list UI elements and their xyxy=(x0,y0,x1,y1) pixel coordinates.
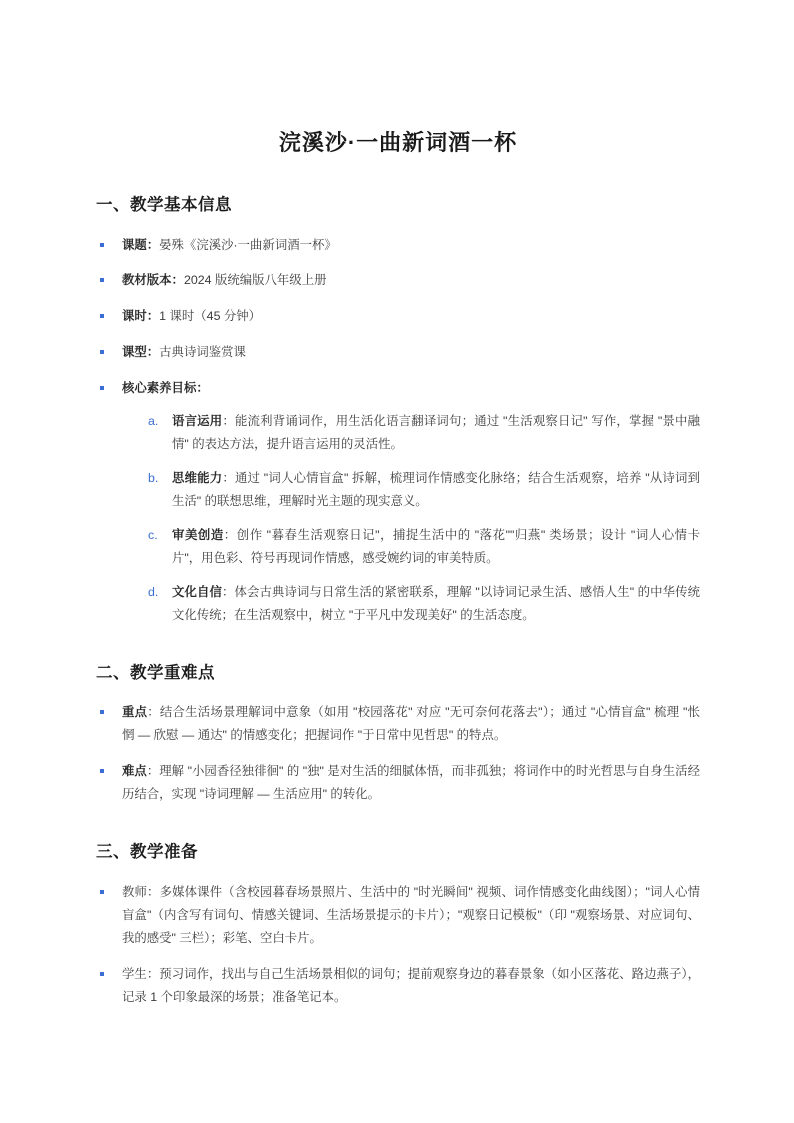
list-item xyxy=(96,760,700,806)
list-item xyxy=(146,410,700,456)
bullet-dot-icon xyxy=(100,972,104,976)
bullet-dot-icon xyxy=(100,314,104,318)
section-heading: 二、教学重难点 xyxy=(96,663,215,682)
list-marker: c. xyxy=(148,527,158,542)
core-literacy-goals-list xyxy=(146,410,700,627)
list-marker: a. xyxy=(148,414,159,429)
item-text: 多媒体课件（含校园暮春场景照片、生活中的 "时光瞬间" 视频、词作情感变化曲线图）；"词人心情盲盒"（内含写有词句、情感关键词、生活场景提示的卡片）；"观察日记模板"（印 "观察场景、对应词句、我的感受" 三栏）；彩笔、空白卡片。 xyxy=(122,884,700,945)
list-item xyxy=(96,963,700,1009)
list-item xyxy=(96,305,700,328)
item-label: 教师： xyxy=(122,884,160,899)
bullet-dot-icon xyxy=(100,243,104,247)
list-item xyxy=(96,377,700,626)
list-marker: d. xyxy=(148,584,159,599)
item-label: 难点 xyxy=(122,764,147,779)
item-text: ：理解 "小园香径独徘徊" 的 "独" 是对生活的细腻体悟，而非孤独；将词作中的时光哲思与自身生活经历结合，实现 "诗词理解 — 生活应用" 的转化。 xyxy=(122,764,700,802)
bullet-dot-icon xyxy=(100,710,104,714)
bullet-dot-icon xyxy=(100,386,104,390)
item-text: 晏殊《浣溪沙·一曲新词酒一杯》 xyxy=(159,237,337,252)
item-label: 课时： xyxy=(122,309,160,324)
item-label: 重点 xyxy=(122,705,148,720)
section-teaching-preparation xyxy=(96,840,700,1008)
core-literacy-goals-wrap xyxy=(122,410,700,627)
item-label: 思维能力 xyxy=(172,471,223,486)
item-text: ：通过 "词人心情盲盒" 拆解，梳理词作情感变化脉络；结合生活观察，培养 "从诗词到生活" 的联想思维，理解时光主题的现实意义。 xyxy=(172,471,700,509)
list-item xyxy=(96,341,700,364)
item-label: 文化自信 xyxy=(172,584,222,599)
item-label: 审美创造 xyxy=(172,527,224,542)
item-text: 2024 版统编版八年级上册 xyxy=(183,273,327,288)
list-marker: b. xyxy=(148,471,159,486)
item-label: 语言运用 xyxy=(172,414,223,429)
item-text: ：体会古典诗词与日常生活的紧密联系，理解 "以诗词记录生活、感悟人生" 的中华传统文化传统；在生活观察中，树立 "于平凡中发现美好" 的生活态度。 xyxy=(172,584,701,622)
key-points-list xyxy=(96,701,700,806)
bullet-dot-icon xyxy=(100,350,104,354)
item-text: 预习词作，找出与自己生活场景相似的词句；提前观察身边的暮春景象（如小区落花、路边燕子），记录 1 个印象最深的场景；准备笔记本。 xyxy=(122,966,700,1004)
item-text: 1 课时（45 分钟） xyxy=(159,309,262,324)
list-item xyxy=(96,881,700,950)
list-item xyxy=(96,701,700,747)
section-heading: 三、教学准备 xyxy=(96,843,198,862)
list-item xyxy=(96,234,700,257)
preparation-list xyxy=(96,881,700,1009)
item-text: 古典诗词鉴赏课 xyxy=(159,345,246,360)
bullet-dot-icon xyxy=(100,890,104,894)
section-teaching-basic-info xyxy=(96,193,700,627)
item-label: 教材版本： xyxy=(122,273,184,288)
basic-info-list xyxy=(96,234,700,627)
item-text: ：创作 "暮春生活观察日记"，捕捉生活中的 "落花""归燕" 类场景；设计 "词人心情卡片"，用色彩、符号再现词作情感，感受婉约词的审美特质。 xyxy=(172,527,701,565)
item-label: 学生： xyxy=(122,966,160,981)
section-key-difficult-points xyxy=(96,661,700,807)
item-label: 课型： xyxy=(122,345,160,360)
item-label: 核心素养目标： xyxy=(122,381,209,396)
page-title: 浣溪沙·一曲新词酒一杯 xyxy=(278,130,518,155)
bullet-dot-icon xyxy=(100,278,104,282)
list-item xyxy=(146,581,700,627)
list-item xyxy=(146,467,700,513)
item-label: 课题： xyxy=(122,237,160,252)
item-text: ：能流利背诵词作，用生活化语言翻译词句；通过 "生活观察日记" 写作，掌握 "景中融情" 的表达方法，提升语言运用的灵活性。 xyxy=(172,414,700,452)
bullet-dot-icon xyxy=(100,769,104,773)
list-item xyxy=(146,524,700,570)
item-text: ：结合生活场景理解词中意象（如用 "校园落花" 对应 "无可奈何花落去"）；通过 "心情盲盒" 梳理 "怅惘 — 欣慰 — 通达" 的情感变化；把握词作 "于日常中见哲思" 的特点。 xyxy=(122,705,701,743)
section-heading: 一、教学基本信息 xyxy=(96,195,232,214)
list-item xyxy=(96,269,700,292)
